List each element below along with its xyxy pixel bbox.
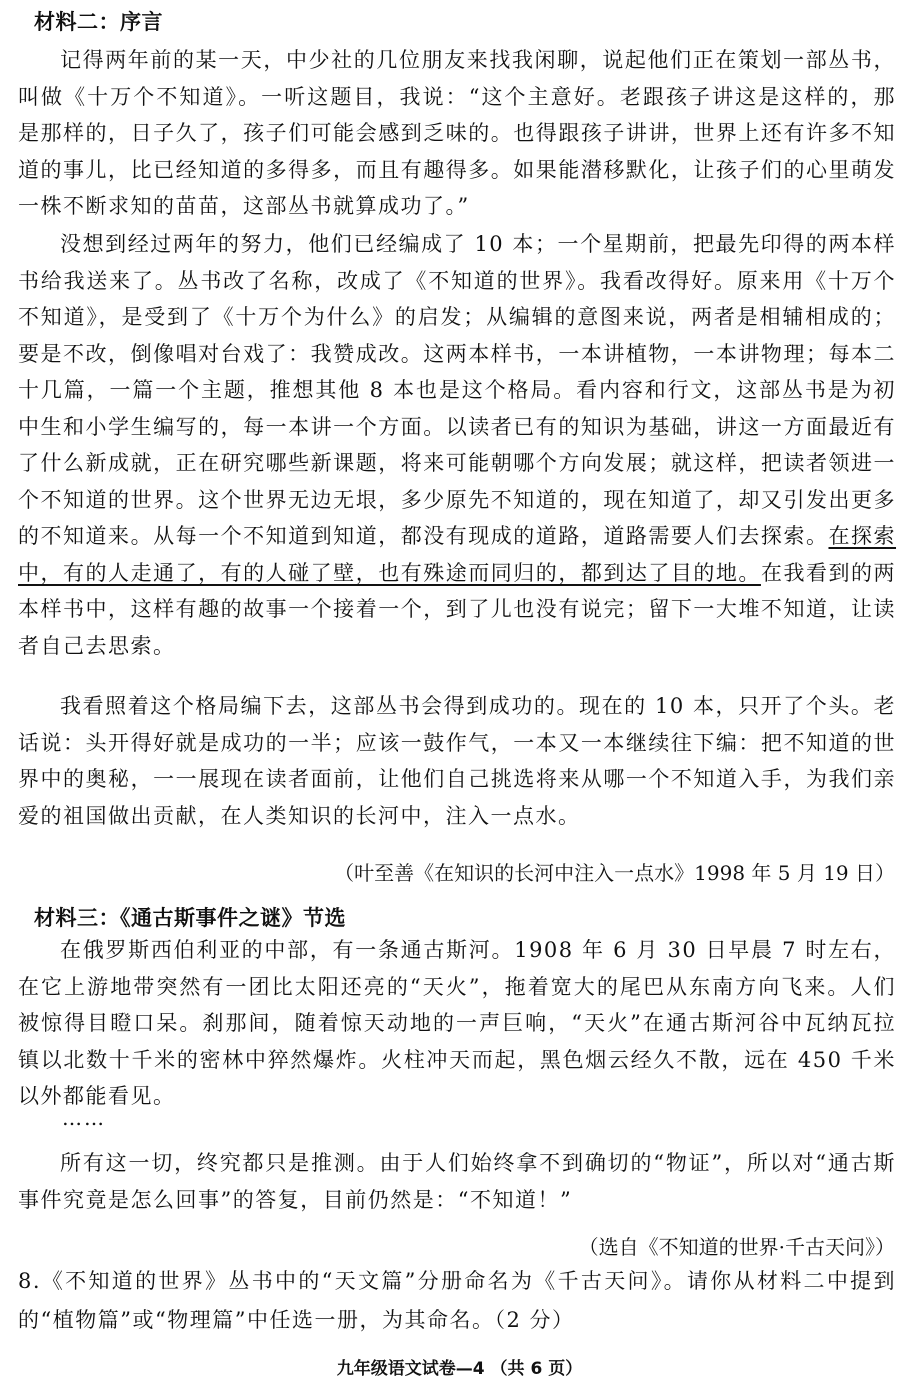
- material3-ellipsis: ……: [62, 1106, 106, 1130]
- material2-paragraph-1: 记得两年前的某一天，中少社的几位朋友来找我闲聊，说起他们正在策划一部丛书，叫做《十万个不知道》。一听这题目，我说：“这个主意好。老跟孩子讲这是这样的，那是那样的，日子久了，孩子们可能会感到乏味的。也得跟孩子讲讲，世界上还有许多不知道的事儿，比已经知道的多得多，而且有趣得多。如果能潜移默化，让孩子们的心里萌发一株不断求知的苗苗，这部丛书就算成功了。”: [18, 48, 896, 218]
- question-8: 8.《不知道的世界》丛书中的“天文篇”分册命名为《千古天问》。请你从材料二中提到的“植物篇”或“物理篇”中任选一册，为其命名。（2 分）: [18, 1269, 896, 1332]
- material3-source: （选自《不知道的世界·千古天问》）: [578, 1235, 895, 1259]
- underlined-sentence: 在探索中，有的人走通了，有的人碰了壁，也有殊途而同归的，都到达了目的地。: [18, 524, 897, 585]
- material2-heading: 材料二：序言: [34, 9, 163, 34]
- page-footer: 九年级语文试卷—4 （共 6 页）: [336, 1359, 583, 1379]
- material2-paragraph-3: 我看照着这个格局编下去，这部丛书会得到成功的。现在的 10 本，只开了个头。老话说：头开得好就是成功的一半；应该一鼓作气，一本又一本继续往下编：把不知道的世界中的奥秘，一一展现在读者面前，让他们自己挑选将来从哪一个不知道入手，为我们亲爱的祖国做出贡献，在人类知识的长河中，注入一点水。: [18, 694, 896, 828]
- material2-paragraph-2: [18, 226, 896, 664]
- material3-paragraph-2: 所有这一切，终究都只是推测。由于人们始终拿不到确切的“物证”，所以对“通古斯事件究竟是怎么回事”的答复，目前仍然是：“不知道！”: [18, 1151, 896, 1212]
- material2-source: （叶至善《在知识的长河中注入一点水》1998 年 5 月 19 日）: [334, 861, 895, 885]
- material3-paragraph-1: 在俄罗斯西伯利亚的中部，有一条通古斯河。1908 年 6 月 30 日早晨 7 时左右，在它上游地带突然有一团比太阳还亮的“天火”，拖着宽大的尾巴从东南方向飞来。人们被惊得目瞪口呆。刹那间，随着惊天动地的一声巨响，“天火”在通古斯河谷中瓦纳瓦拉镇以北数十千米的密林中猝然爆炸。火柱冲天而起，黑色烟云经久不散，远在 450 千米以外都能看见。: [18, 938, 896, 1108]
- material2-paragraph-2-text-a: 没想到经过两年的努力，他们已经编成了 10 本；一个星期前，把最先印得的两本样书给我送来了。丛书改了名称，改成了《不知道的世界》。我看改得好。原来用《十万个不知道》，是受到了《十万个为什么》的启发；从编辑的意图来说，两者是相辅相成的；要是不改，倒像唱对台戏了：我赞成改。这两本样书，一本讲植物，一本讲物理；每本二十几篇，一篇一个主题，推想其他 8 本也是这个格局。看内容和行文，这部丛书是为初中生和小学生编写的，每一本讲一个方面。以读者已有的知识为基础，讲这一方面最近有了什么新成就，正在研究哪些新课题，将来可能朝哪个方向发展；就这样，把读者领进一个不知道的世界。这个世界无边无垠，多少原先不知道的，现在知道了，却又引发出更多的不知道来。从每一个不知道到知道，都没有现成的道路，道路需要人们去探索。: [18, 232, 896, 548]
- material2-paragraph-2-text-b: 在我看到的两本样书中，这样有趣的故事一个接着一个，到了儿也没有说完；留下一大堆不知道，让读者自己去思索。: [18, 560, 897, 658]
- material3-heading: 材料三：《通古斯事件之谜》节选: [34, 905, 346, 930]
